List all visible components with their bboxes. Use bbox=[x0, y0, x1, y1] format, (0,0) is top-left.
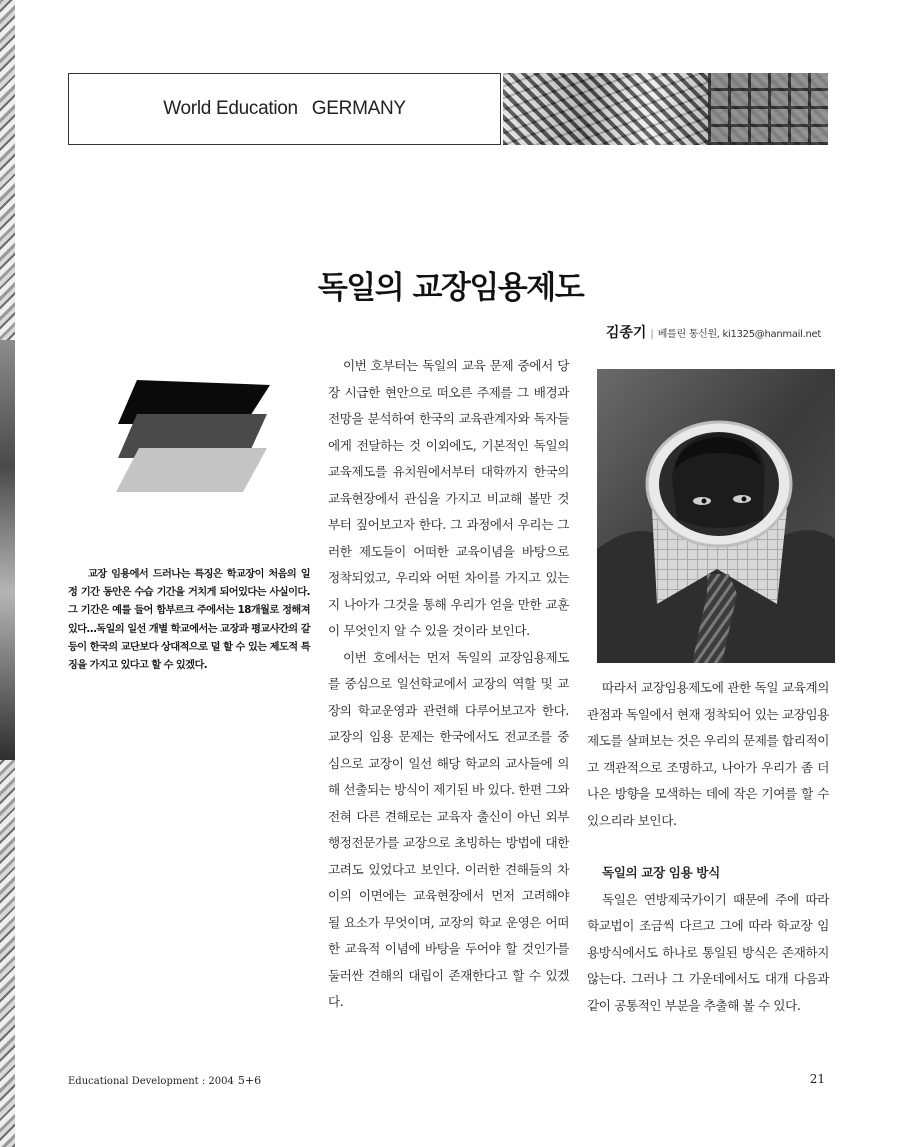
page-number: 21 bbox=[809, 1072, 825, 1086]
byline-separator: | bbox=[650, 329, 654, 340]
author-name: 김종기 bbox=[605, 325, 647, 341]
journal-name: Educational Development : 2004 bbox=[68, 1076, 234, 1087]
body-column-2 bbox=[587, 675, 829, 1019]
keyboard-photo-detail bbox=[708, 73, 828, 145]
header-photo bbox=[503, 73, 828, 145]
body-paragraph: 이번 호부터는 독일의 교육 문제 중에서 당장 시급한 현안으로 떠오른 주제를 그 배경과 전망을 분석하여 한국의 교육관계자와 독자들에게 전달하는 것 이외에도, 기본적인 독일의 교육제도를 유치원에서부터 대학까지 한국의 교육현장에서 관심을 가지고 비교해 볼만 것부터 짚어보고자 한다. 그 과정에서 우리는 그러한 제도들이 어떠한 교육이념을 바탕으로 정착되었고, 우리와 어떤 차이를 가지고 있는지 나아가 그것을 통해 우리가 얻을 만한 교훈이 무엇인지 알 수 있을 것이라 보인다. bbox=[328, 358, 569, 638]
byline bbox=[606, 322, 821, 342]
footer-journal bbox=[68, 1074, 261, 1087]
country-label: GERMANY bbox=[311, 98, 406, 119]
section-header bbox=[68, 73, 501, 145]
body-paragraph: 따라서 교장임용제도에 관한 독일 교육계의 관점과 독일에서 현재 정착되어 있는 교장임용제도를 살펴보는 것은 우리의 문제를 합리적이고 객관적으로 조명하고, 나아가 우리가 좀 더 나은 방향을 모색하는 데에 작은 기여를 할 수 있으리라 보인다. bbox=[587, 680, 829, 828]
flag-light-stripe bbox=[116, 448, 267, 492]
pull-quote-text: 교장 임용에서 드러나는 특징은 학교장이 처음의 일정 기간 동안은 수습 기간을 거치게 되어있다는 사실이다. 그 기간은 예를 들어 함부르크 주에서는 18개월로 정해져 있다…독일의 일선 개별 학교에서는 교장과 평교사간의 갈등이 한국의 교단보다 상대적으로 덜 할 수 있는 제도적 특징을 가지고 있다고 할 수 있겠다. bbox=[68, 569, 310, 672]
illustration-man-in-collar bbox=[597, 369, 835, 663]
illustration-drawing bbox=[597, 369, 835, 663]
side-strip-photo bbox=[0, 340, 15, 760]
german-flag-graphic bbox=[115, 380, 275, 495]
pull-quote bbox=[68, 566, 310, 675]
body-column-1 bbox=[328, 353, 569, 1016]
issue-number: 5+6 bbox=[237, 1074, 262, 1087]
section-label: World Education bbox=[163, 98, 298, 119]
article-title: 독일의 교장임용제도 bbox=[317, 270, 584, 306]
author-info: 베를린 통신원, ki1325@hanmail.net bbox=[657, 329, 821, 340]
section-heading: 독일의 교장 임용 방식 bbox=[602, 865, 720, 880]
body-paragraph: 이번 호에서는 먼저 독일의 교장임용제도를 중심으로 일선학교에서 교장의 역할 및 교장의 학교운영과 관련해 다루어보고자 한다. 교장의 임용 문제는 한국에서도 전교조를 중심으로 교장이 일선 해당 학교의 교사들에 의해 선출되는 방식이 제기된 바 있다. 한편 그와 전혀 다른 견해로는 교육자 출신이 아닌 외부 행정전문가를 교장으로 초빙하는 방법에 대한 고려도 있었다고 보인다. 이러한 견해들의 차이의 이면에는 교육현장에서 먼저 고려해야 될 요소가 무엇이며, 교장의 학교 운영은 어떠한 교육적 이념에 바탕을 두어야 할 것인가를 둘러싼 견해의 대립이 존재한다고 할 수 있겠다. bbox=[328, 649, 569, 1009]
body-paragraph: 독일은 연방제국가이기 때문에 주에 따라 학교법이 조금씩 다르고 그에 따라 학교장 임용방식에서도 하나로 통일된 방식은 존재하지 않는다. 그러나 그 가운데에서도 대개 다음과 같이 공통적인 부분을 추출해 볼 수 있다. bbox=[587, 891, 829, 1013]
decorative-side-strip bbox=[0, 0, 15, 1147]
